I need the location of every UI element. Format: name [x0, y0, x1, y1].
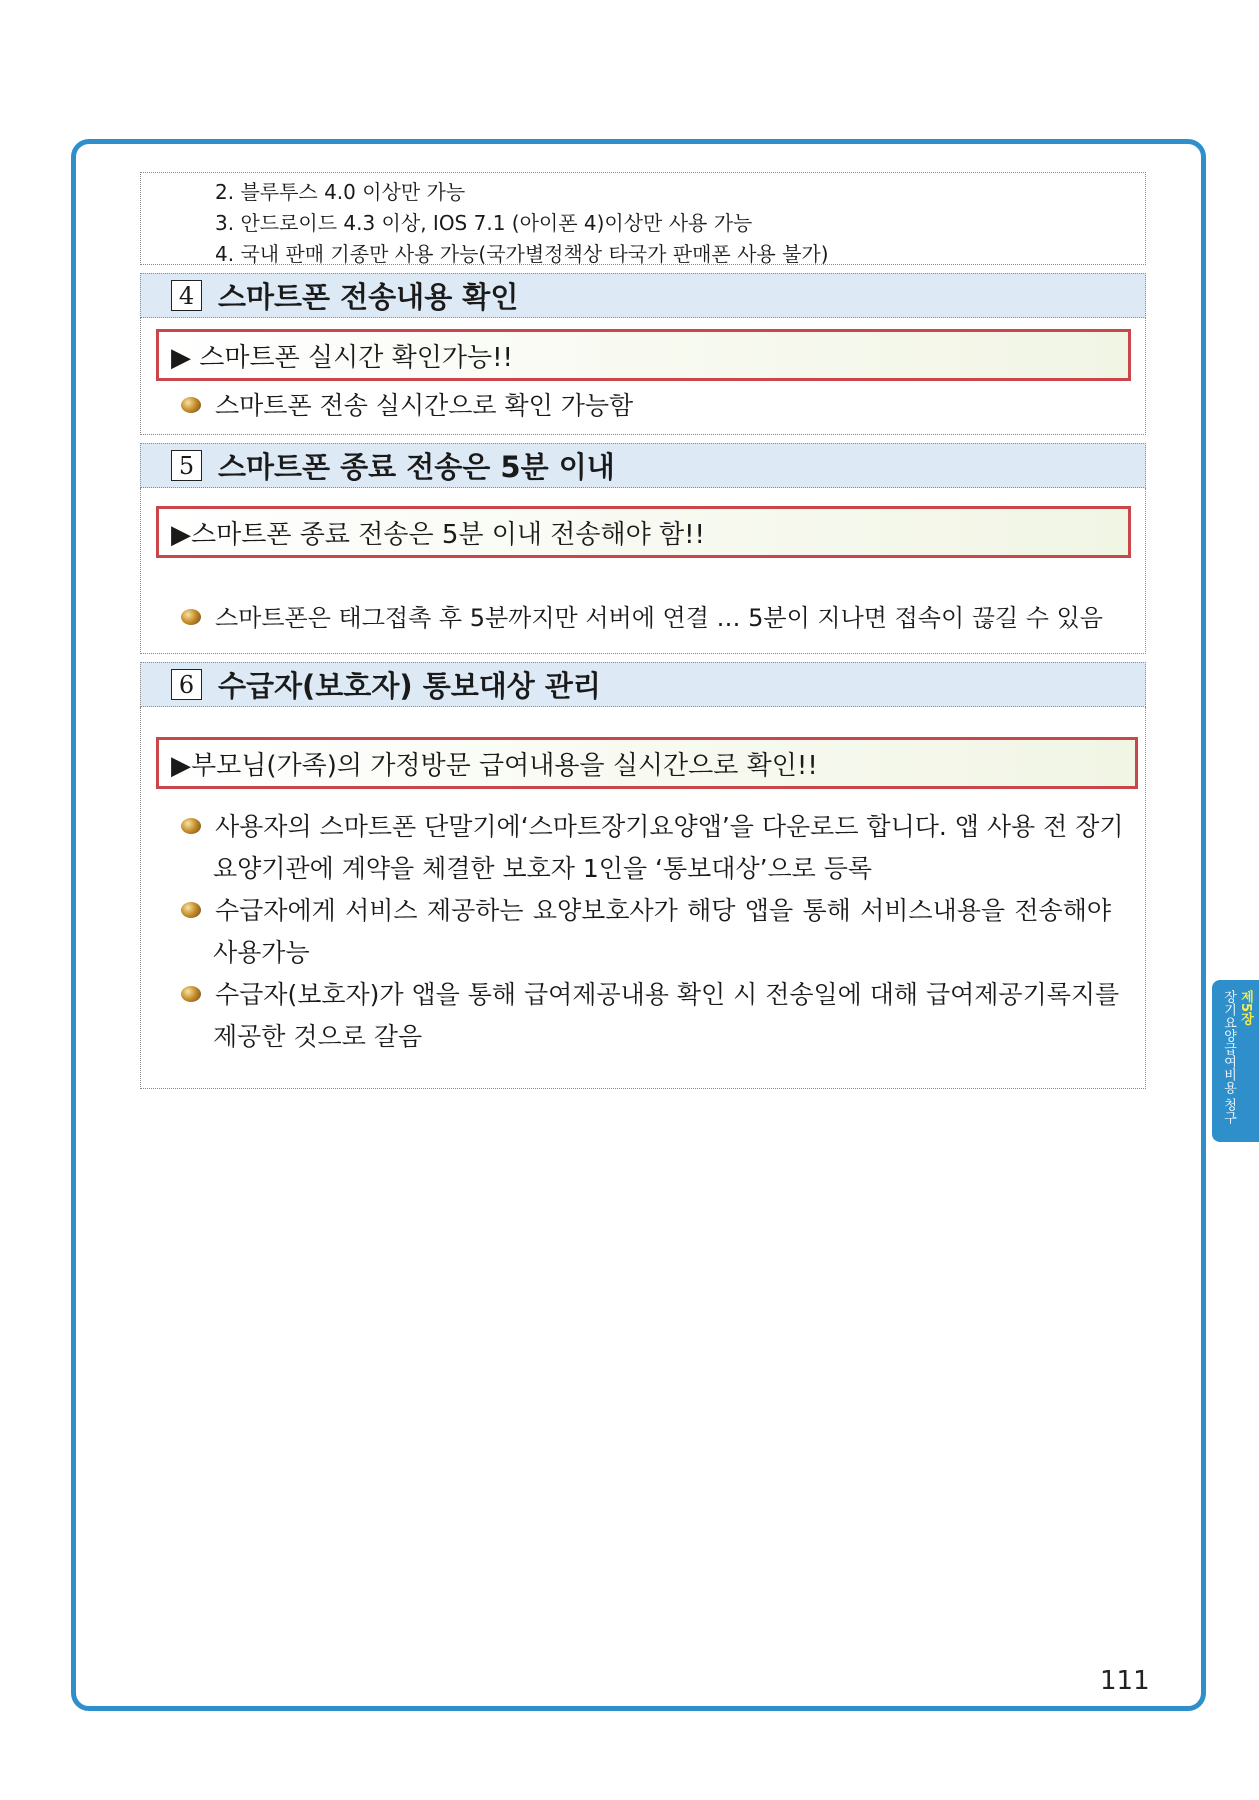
section-title: 스마트폰 전송내용 확인 — [218, 280, 519, 314]
chapter-side-tab[interactable] — [1212, 980, 1259, 1142]
bullet-text: 수급자(보호자)가 앱을 통해 급여제공내용 확인 시 전송일에 대해 급여제공기록지를 — [215, 980, 1120, 1009]
section-title: 스마트폰 종료 전송은 5분 이내 — [218, 450, 615, 484]
bullet-ball-icon — [181, 986, 201, 1002]
side-tab-chapter: 제5장 — [1238, 990, 1253, 1026]
bullet-item — [181, 597, 1103, 639]
bullet-line — [181, 974, 1120, 1016]
bullet-line-continued: 제공한 것으로 갈음 — [213, 1022, 423, 1051]
bullet-line — [181, 890, 1111, 932]
bullet-ball-icon — [181, 397, 201, 413]
bullet-ball-icon — [181, 902, 201, 918]
bullet-text: 스마트폰은 태그접촉 후 5분까지만 서버에 연결 … 5분이 지나면 접속이 끊길 수 있음 — [215, 604, 1103, 632]
bullet-item — [181, 890, 1111, 974]
section-5-body — [140, 488, 1146, 654]
callout-box: ▶ 스마트폰 실시간 확인가능!! — [156, 329, 1131, 381]
callout-box: ▶부모님(가족)의 가정방문 급여내용을 실시간으로 확인!! — [156, 737, 1138, 789]
section-number-box: 4 — [171, 280, 202, 311]
side-tab-text — [1218, 990, 1254, 1135]
note-line: 3. 안드로이드 4.3 이상, IOS 7.1 (아이폰 4)이상만 사용 가능 — [215, 211, 753, 235]
bullet-ball-icon — [181, 609, 201, 625]
section-6-body — [140, 707, 1146, 1089]
section-4-header — [140, 273, 1146, 318]
section-5-header — [140, 443, 1146, 488]
bullet-item — [181, 806, 1124, 890]
bullet-text: 수급자에게 서비스 제공하는 요양보호사가 해당 앱을 통해 서비스내용을 전송해야 — [215, 896, 1111, 925]
side-tab-title: 장기요양급여비용 청구 — [1221, 990, 1236, 1125]
note-line: 2. 블루투스 4.0 이상만 가능 — [215, 180, 466, 204]
bullet-line — [181, 806, 1124, 848]
bullet-line-continued: 사용가능 — [213, 938, 310, 967]
callout-box: ▶스마트폰 종료 전송은 5분 이내 전송해야 함!! — [156, 506, 1131, 558]
section-4-body — [140, 318, 1146, 435]
section-title: 수급자(보호자) 통보대상 관리 — [218, 669, 601, 703]
section-6-header — [140, 662, 1146, 707]
bullet-text: 스마트폰 전송 실시간으로 확인 가능함 — [215, 391, 634, 420]
section-number-box: 6 — [171, 669, 202, 700]
bullet-item — [181, 974, 1120, 1058]
bullet-item — [181, 385, 633, 427]
section-number-box: 5 — [171, 450, 202, 481]
page-number: 111 — [1100, 1666, 1150, 1696]
note-line: 4. 국내 판매 기종만 사용 가능(국가별정책상 타국가 판매폰 사용 불가) — [215, 242, 829, 266]
page-content — [140, 172, 1146, 1089]
requirements-notes — [140, 172, 1146, 265]
bullet-text: 사용자의 스마트폰 단말기에‘스마트장기요양앱’을 다운로드 합니다. 앱 사용 전 장기 — [215, 812, 1124, 841]
bullet-ball-icon — [181, 818, 201, 834]
bullet-line-continued: 요양기관에 계약을 체결한 보호자 1인을 ‘통보대상’으로 등록 — [213, 854, 873, 883]
